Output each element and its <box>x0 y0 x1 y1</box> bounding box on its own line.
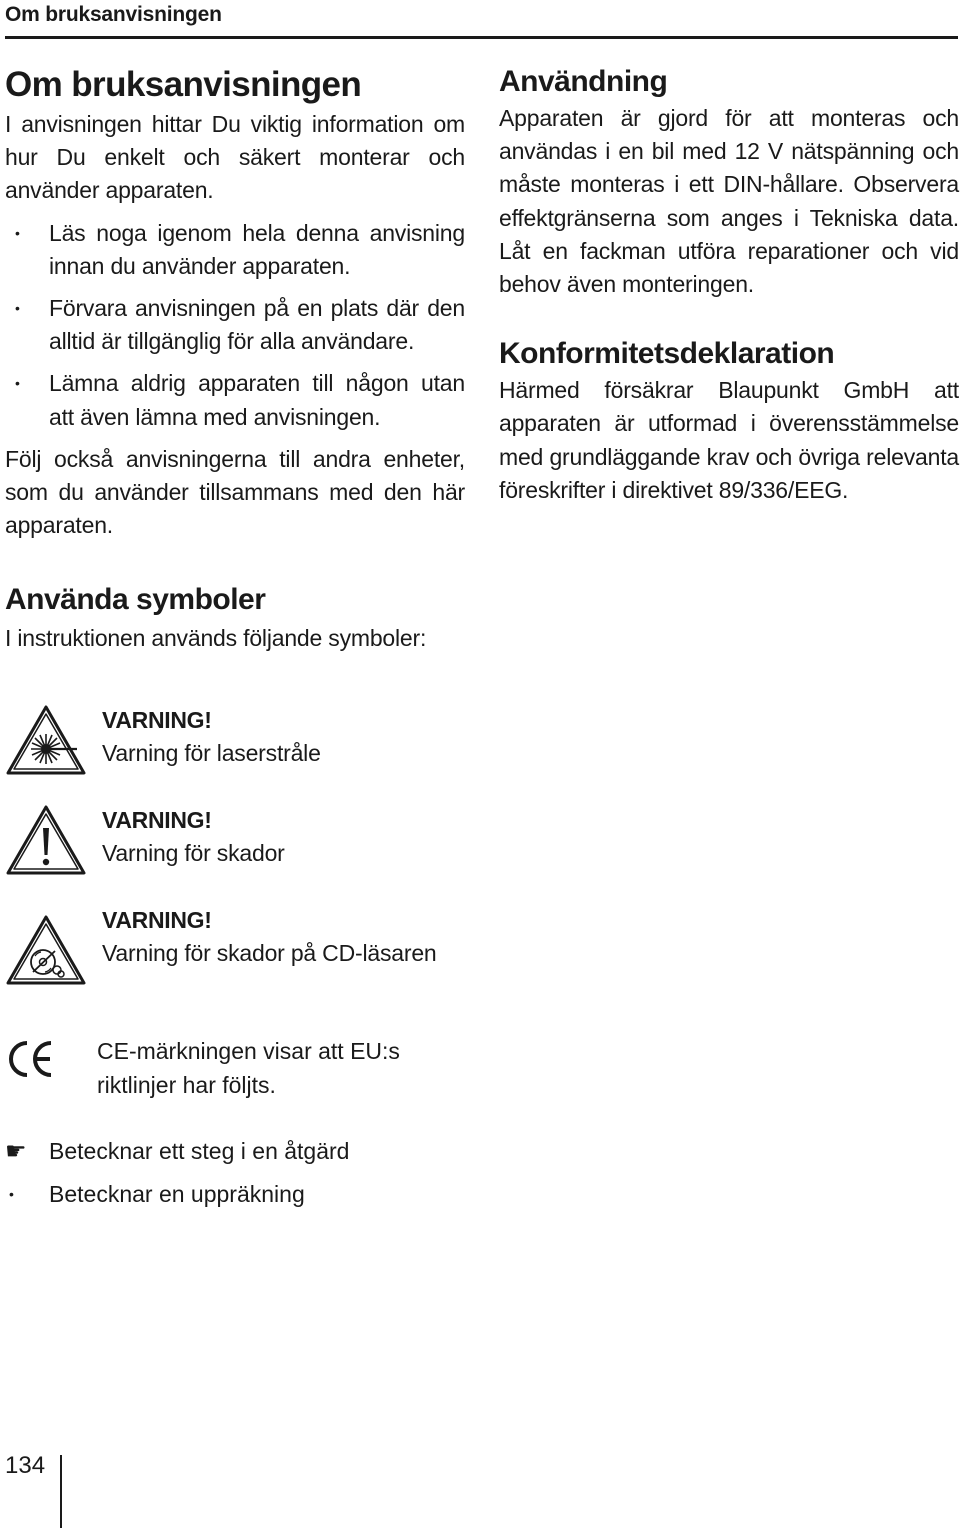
ce-mark-icon <box>5 1039 55 1079</box>
warning-description: Varning för skador <box>102 840 285 866</box>
symbols-section <box>5 580 955 1207</box>
usage-text: Apparaten är gjord för att monteras och användas i en bil med 12 V nätspänning och måste monteras i ett DIN-hållare. Observera effektgränserna som anges i Tekniska data. Låt en fackman utföra reparationer och vid behov även monteringen. <box>499 105 959 298</box>
ce-mark-text: CE-märkningen visar att EU:s riktlinjer har följts. <box>97 1038 400 1098</box>
exclamation-warning-icon <box>5 804 87 876</box>
left-column <box>5 62 465 542</box>
list-item: • Läs noga igenom hela denna anvisning innan du använder apparaten. <box>5 217 465 283</box>
warning-title: VARNING! <box>102 807 212 833</box>
section-title-conformity: Konformitetsdeklaration <box>499 337 835 371</box>
section-title-symbols: Använda symboler <box>5 583 266 616</box>
page-number: 134 <box>5 1452 46 1479</box>
about-follow-text: Följ också anvisningerna till andra enheter, som du använder tillsammans med den här apparaten. <box>5 445 465 539</box>
section-title-about: Om bruksanvisningen <box>5 65 362 104</box>
list-item: • Förvara anvisningen på en plats där den alltid är tillgänglig för alla användare. <box>5 292 465 358</box>
cd-warning-icon <box>5 914 87 986</box>
legend-text: Betecknar en uppräkning <box>49 1181 305 1207</box>
legend-text: Betecknar ett steg i en åtgärd <box>49 1138 350 1164</box>
symbols-intro: I instruktionen används följande symboler: <box>5 625 427 651</box>
list-item: • Lämna aldrig apparaten till någon utan att även lämna med anvisningen. <box>5 367 465 433</box>
section-title-usage: Användning <box>499 65 668 98</box>
right-column <box>499 62 959 507</box>
header-rule <box>5 36 958 39</box>
warning-description: Varning för laserstråle <box>102 740 321 766</box>
running-header: Om bruksanvisningen <box>5 3 222 26</box>
page-number-rule <box>60 1455 62 1528</box>
warning-title: VARNING! <box>102 907 212 933</box>
laser-warning-icon <box>5 704 87 776</box>
about-intro: I anvisningen hittar Du viktig information om hur Du enkelt och säkert monterar och använder apparaten. <box>5 111 465 204</box>
about-bullet-list <box>5 217 465 434</box>
conformity-text: Härmed försäkrar Blaupunkt GmbH att apparaten är utformad i överensstämmelse med grundläggande krav och övriga relevanta föreskrifter i direktivet 89/336/EEG. <box>499 377 959 503</box>
bullet-icon: • <box>9 1186 14 1202</box>
pointing-hand-icon: ☛ <box>5 1138 27 1165</box>
warning-description: Varning för skador på CD-läsaren <box>102 940 437 966</box>
warning-title: VARNING! <box>102 707 212 733</box>
